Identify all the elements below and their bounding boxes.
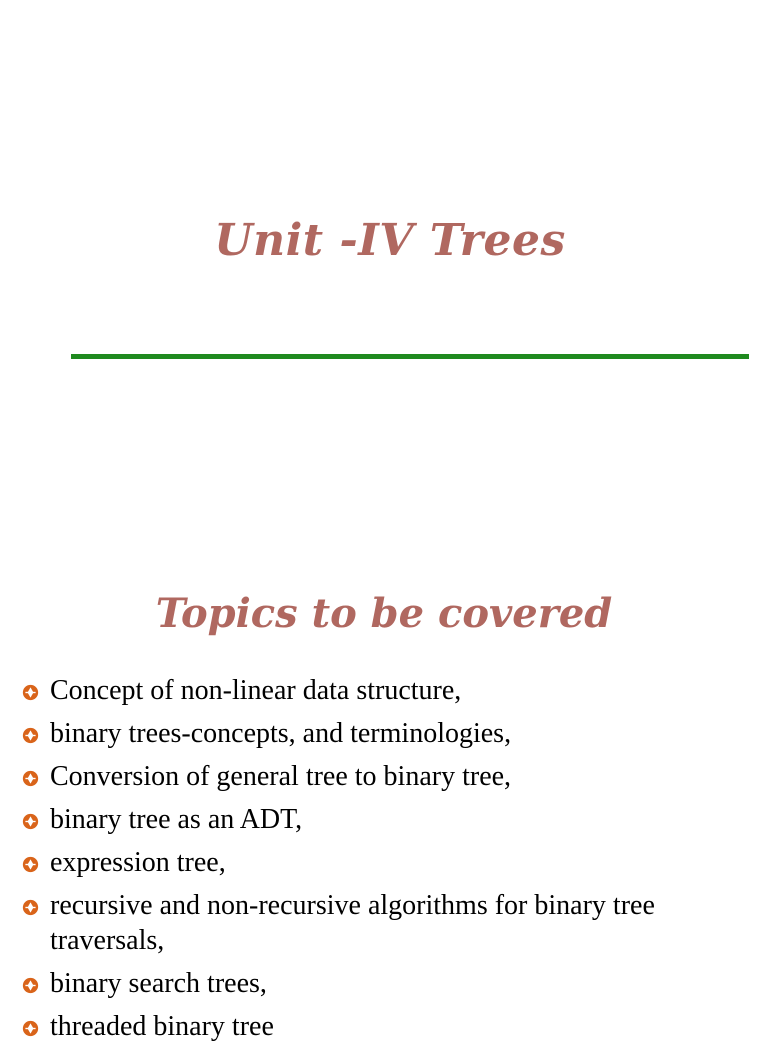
topic-item [0, 716, 768, 751]
diamond-bullet-icon [22, 684, 39, 701]
topic-item [0, 845, 768, 880]
diamond-bullet-icon [22, 856, 39, 873]
diamond-bullet-icon [22, 770, 39, 787]
topic-text: binary search trees, [50, 968, 267, 999]
title-divider [71, 354, 749, 359]
diamond-bullet-icon [22, 899, 39, 916]
topic-text: threaded binary tree [50, 1011, 274, 1042]
topic-item [0, 759, 768, 794]
topic-text: Conversion of general tree to binary tree, [50, 761, 512, 792]
diamond-bullet-icon [22, 977, 39, 994]
topic-text: recursive and non-recursive algorithms for binary tree traversals, [50, 890, 655, 956]
topic-item [0, 673, 768, 708]
diamond-bullet-icon [22, 1020, 39, 1037]
diamond-bullet-icon [22, 727, 39, 744]
topic-text: binary trees-concepts, and terminologies, [50, 718, 512, 749]
topic-text: binary tree as an ADT, [50, 804, 303, 835]
topic-item [0, 802, 768, 837]
section-title: Topics to be covered [155, 590, 613, 637]
topic-text: expression tree, [50, 847, 226, 878]
topic-list [0, 673, 768, 1052]
slide-title: Unit -IV Trees [214, 215, 566, 266]
topic-text: Concept of non-linear data structure, [50, 675, 462, 706]
diamond-bullet-icon [22, 813, 39, 830]
topic-item [0, 888, 768, 958]
topic-item [0, 966, 768, 1001]
topic-item [0, 1009, 768, 1044]
